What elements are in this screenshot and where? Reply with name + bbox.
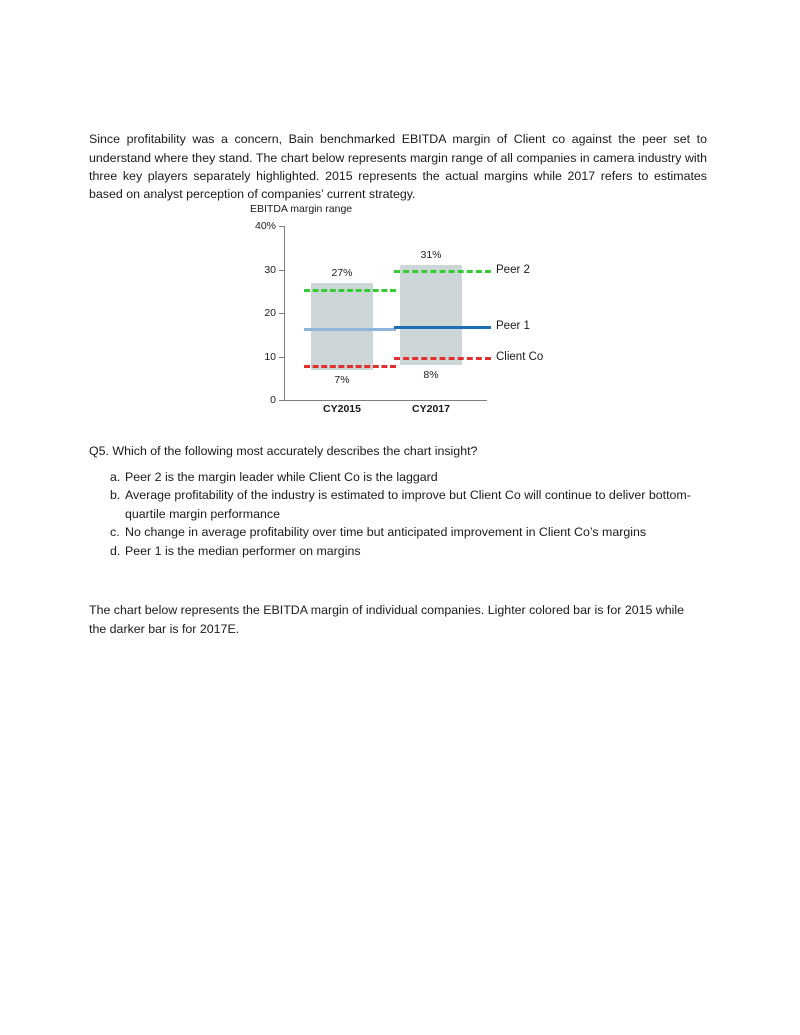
y-axis-tick-label: 20 <box>264 307 276 319</box>
answer-option-text: No change in average profitability over time but anticipated improvement in Client Co’s margins <box>125 525 647 540</box>
y-axis-tick-label: 0 <box>270 394 276 406</box>
legend-label-peer-1: Peer 1 <box>496 320 530 333</box>
reference-line-peer-1 <box>394 326 491 329</box>
answer-options-list <box>89 468 709 560</box>
reference-line-peer-2 <box>304 289 396 292</box>
y-axis-tick-mark <box>279 226 284 227</box>
answer-option-marker: d. <box>110 543 121 558</box>
range-bar <box>400 265 462 365</box>
answer-option[interactable] <box>89 523 709 541</box>
ebitda-margin-range-chart <box>246 203 566 418</box>
question-stem: Q5. Which of the following most accurately describes the chart insight? <box>89 444 478 458</box>
answer-option[interactable] <box>89 468 709 486</box>
y-axis-tick-label: 10 <box>264 350 276 363</box>
intro-paragraph: Since profitability was a concern, Bain benchmarked EBITDA margin of Client co against the peer set to understand where they stand. The chart below represents margin range of all companies in camera industry with three key players separately highlighted. 2015 represents the actual margins while 2017 refers to estimates based on analyst perception of companies’ current strategy. <box>89 132 707 201</box>
answer-option[interactable] <box>89 486 709 523</box>
y-axis-line <box>284 226 285 401</box>
answer-option-text: Peer 2 is the margin leader while Client Co is the laggard <box>125 470 438 484</box>
y-axis-tick-mark <box>279 400 284 401</box>
range-bar-high-label: 31% <box>420 249 442 262</box>
reference-line-client-co <box>394 357 491 360</box>
x-axis-line <box>284 400 487 401</box>
closing-paragraph: The chart below represents the EBITDA margin of individual companies. Lighter colored bar is for 2015 while the darker bar is for 2017E. <box>89 603 685 636</box>
y-axis-tick-label: 40% <box>254 220 276 232</box>
chart-title: EBITDA margin range <box>250 203 353 215</box>
range-bar <box>311 283 373 370</box>
answer-option-marker: c. <box>110 525 120 540</box>
chart-plot-area <box>246 203 566 418</box>
question-block <box>89 442 709 560</box>
y-axis-tick-label: 30 <box>264 263 276 276</box>
answer-option[interactable] <box>89 542 709 560</box>
range-bar-low-label: 8% <box>423 369 439 382</box>
x-axis-tick-label: CY2015 <box>323 403 361 415</box>
answer-option-text: Peer 1 is the median performer on margins <box>125 543 361 558</box>
y-axis-tick-mark <box>279 357 284 358</box>
legend-label-client-co: Client Co <box>496 350 544 363</box>
reference-line-peer-2 <box>394 270 491 273</box>
answer-option-marker: b. <box>110 488 121 503</box>
range-bar-high-label: 27% <box>331 266 353 279</box>
answer-option-marker: a. <box>110 470 121 484</box>
legend-label-peer-2: Peer 2 <box>496 263 530 276</box>
y-axis-tick-mark <box>279 313 284 314</box>
reference-line-peer-1 <box>304 328 396 331</box>
y-axis-tick-mark <box>279 270 284 271</box>
x-axis-tick-label: CY2017 <box>412 403 450 415</box>
reference-line-client-co <box>304 365 396 368</box>
range-bar-low-label: 7% <box>334 373 350 386</box>
answer-option-text: Average profitability of the industry is estimated to improve but Client Co will continue to deliver bottom-quartile margin performance <box>125 488 691 521</box>
